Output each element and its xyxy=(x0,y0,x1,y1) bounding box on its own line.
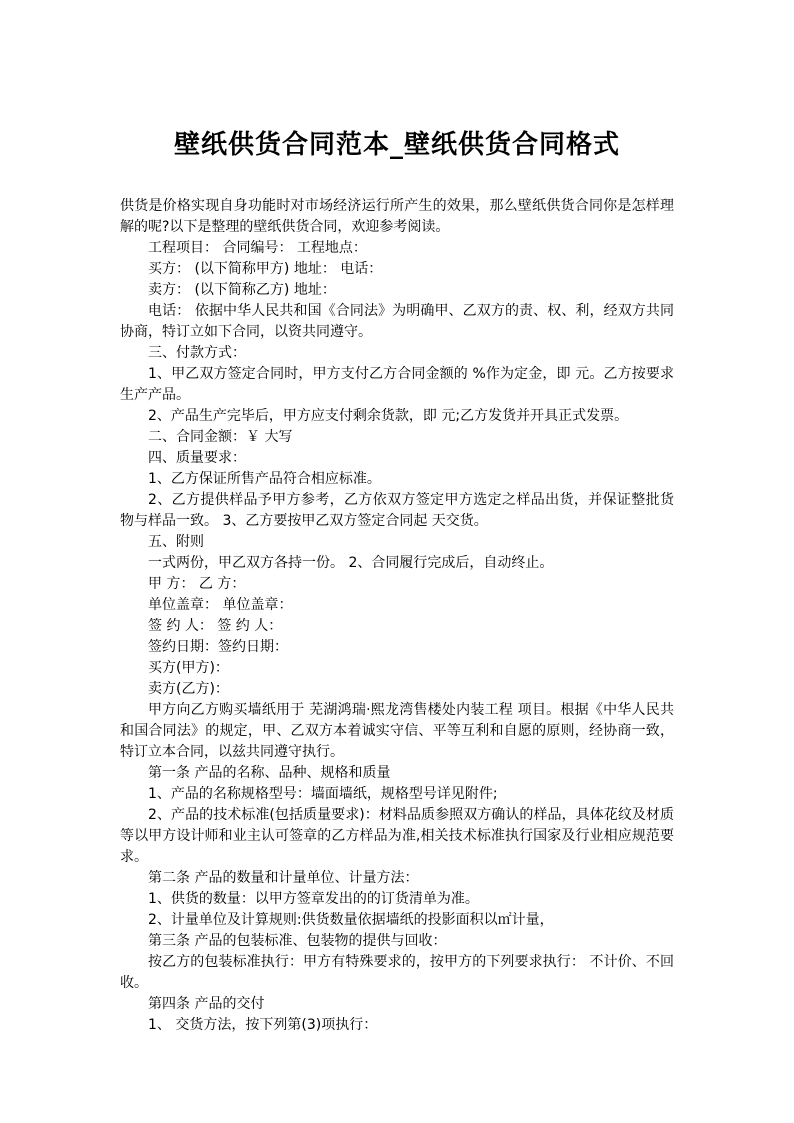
paragraph: 单位盖章： 单位盖章： xyxy=(148,597,293,613)
paragraph: 卖方(乙方)： xyxy=(148,681,229,697)
paragraph: 1、 交货方法，按下列第(3)项执行： xyxy=(148,1017,378,1033)
paragraph: 2、乙方提供样品予甲方参考，乙方依双方签定甲方选定之样品出货，并保证整批货物与样品一致。 3、乙方要按甲乙双方签定合同起 天交货。 xyxy=(120,492,674,529)
paragraph: 2、计量单位及计算规则:供货数量依据墙纸的投影面积以㎡计量， xyxy=(148,912,554,928)
paragraph: 一式两份，甲乙双方各持一份。 2、合同履行完成后，自动终止。 xyxy=(148,555,554,571)
paragraph: 签约日期：签约日期： xyxy=(148,639,288,655)
paragraph: 1、乙方保证所售产品符合相应标准。 xyxy=(148,471,381,487)
paragraph: 买方(甲方)： xyxy=(148,660,229,676)
document-body xyxy=(120,196,674,1036)
paragraph: 2、产品的技术标准(包括质量要求)：材料品质参照双方确认的样品，具体花纹及材质等以甲方设计师和业主认可签章的乙方样品为准,相关技术标准执行国家及行业相应规范要求。 xyxy=(120,807,674,865)
paragraph: 电话： 依据中华人民共和国《合同法》为明确甲、乙双方的责、权、利，经双方共同协商，特订立如下合同，以资共同遵守。 xyxy=(120,303,674,340)
paragraph: 供货是价格实现自身功能时对市场经济运行所产生的效果，那么壁纸供货合同你是怎样理解的呢?以下是整理的壁纸供货合同，欢迎参考阅读。 xyxy=(120,198,674,235)
paragraph: 三、付款方式： xyxy=(148,345,246,361)
paragraph: 甲 方： 乙 方： xyxy=(148,576,246,592)
paragraph: 甲方向乙方购买墙纸用于 芜湖鸿瑞·熙龙湾售楼处内装工程 项目。根据《中华人民共和国合同法》的规定，甲、乙双方本着诚实守信、平等互利和自愿的原则，经协商一致，特订立本合同，以兹共同遵守执行。 xyxy=(120,702,674,760)
paragraph: 1、甲乙双方签定合同时，甲方支付乙方合同金额的 %作为定金，即 元。乙方按要求生产产品。 xyxy=(120,366,674,403)
paragraph: 1、产品的名称规格型号：墙面墙纸，规格型号详见附件; xyxy=(148,786,498,802)
paragraph: 第二条 产品的数量和计量单位、计量方法： xyxy=(148,870,419,886)
paragraph: 签 约 人： 签 约 人： xyxy=(148,618,283,634)
paragraph: 卖方： (以下简称乙方) 地址： xyxy=(148,282,336,298)
paragraph: 五、附则 xyxy=(148,534,204,550)
paragraph: 二、合同金额：￥ 大写 xyxy=(148,429,293,445)
paragraph: 1、供货的数量：以甲方签章发出的的订货清单为准。 xyxy=(148,891,479,907)
paragraph: 按乙方的包装标准执行：甲方有特殊要求的，按甲方的下列要求执行： 不计价、不回收。 xyxy=(120,954,674,991)
paragraph: 买方： (以下简称甲方) 地址： 电话： xyxy=(148,261,383,277)
document-title: 壁纸供货合同范本_壁纸供货合同格式 xyxy=(173,130,620,160)
paragraph: 四、质量要求： xyxy=(148,450,246,466)
paragraph: 工程项目： 合同编号： 工程地点： xyxy=(148,240,367,256)
paragraph: 第三条 产品的包装标准、包装物的提供与回收： xyxy=(148,933,447,949)
paragraph: 2、产品生产完毕后，甲方应支付剩余货款，即 元;乙方发货并开具正式发票。 xyxy=(148,408,629,424)
paragraph: 第一条 产品的名称、品种、规格和质量 xyxy=(148,765,391,781)
paragraph: 第四条 产品的交付 xyxy=(148,996,265,1012)
